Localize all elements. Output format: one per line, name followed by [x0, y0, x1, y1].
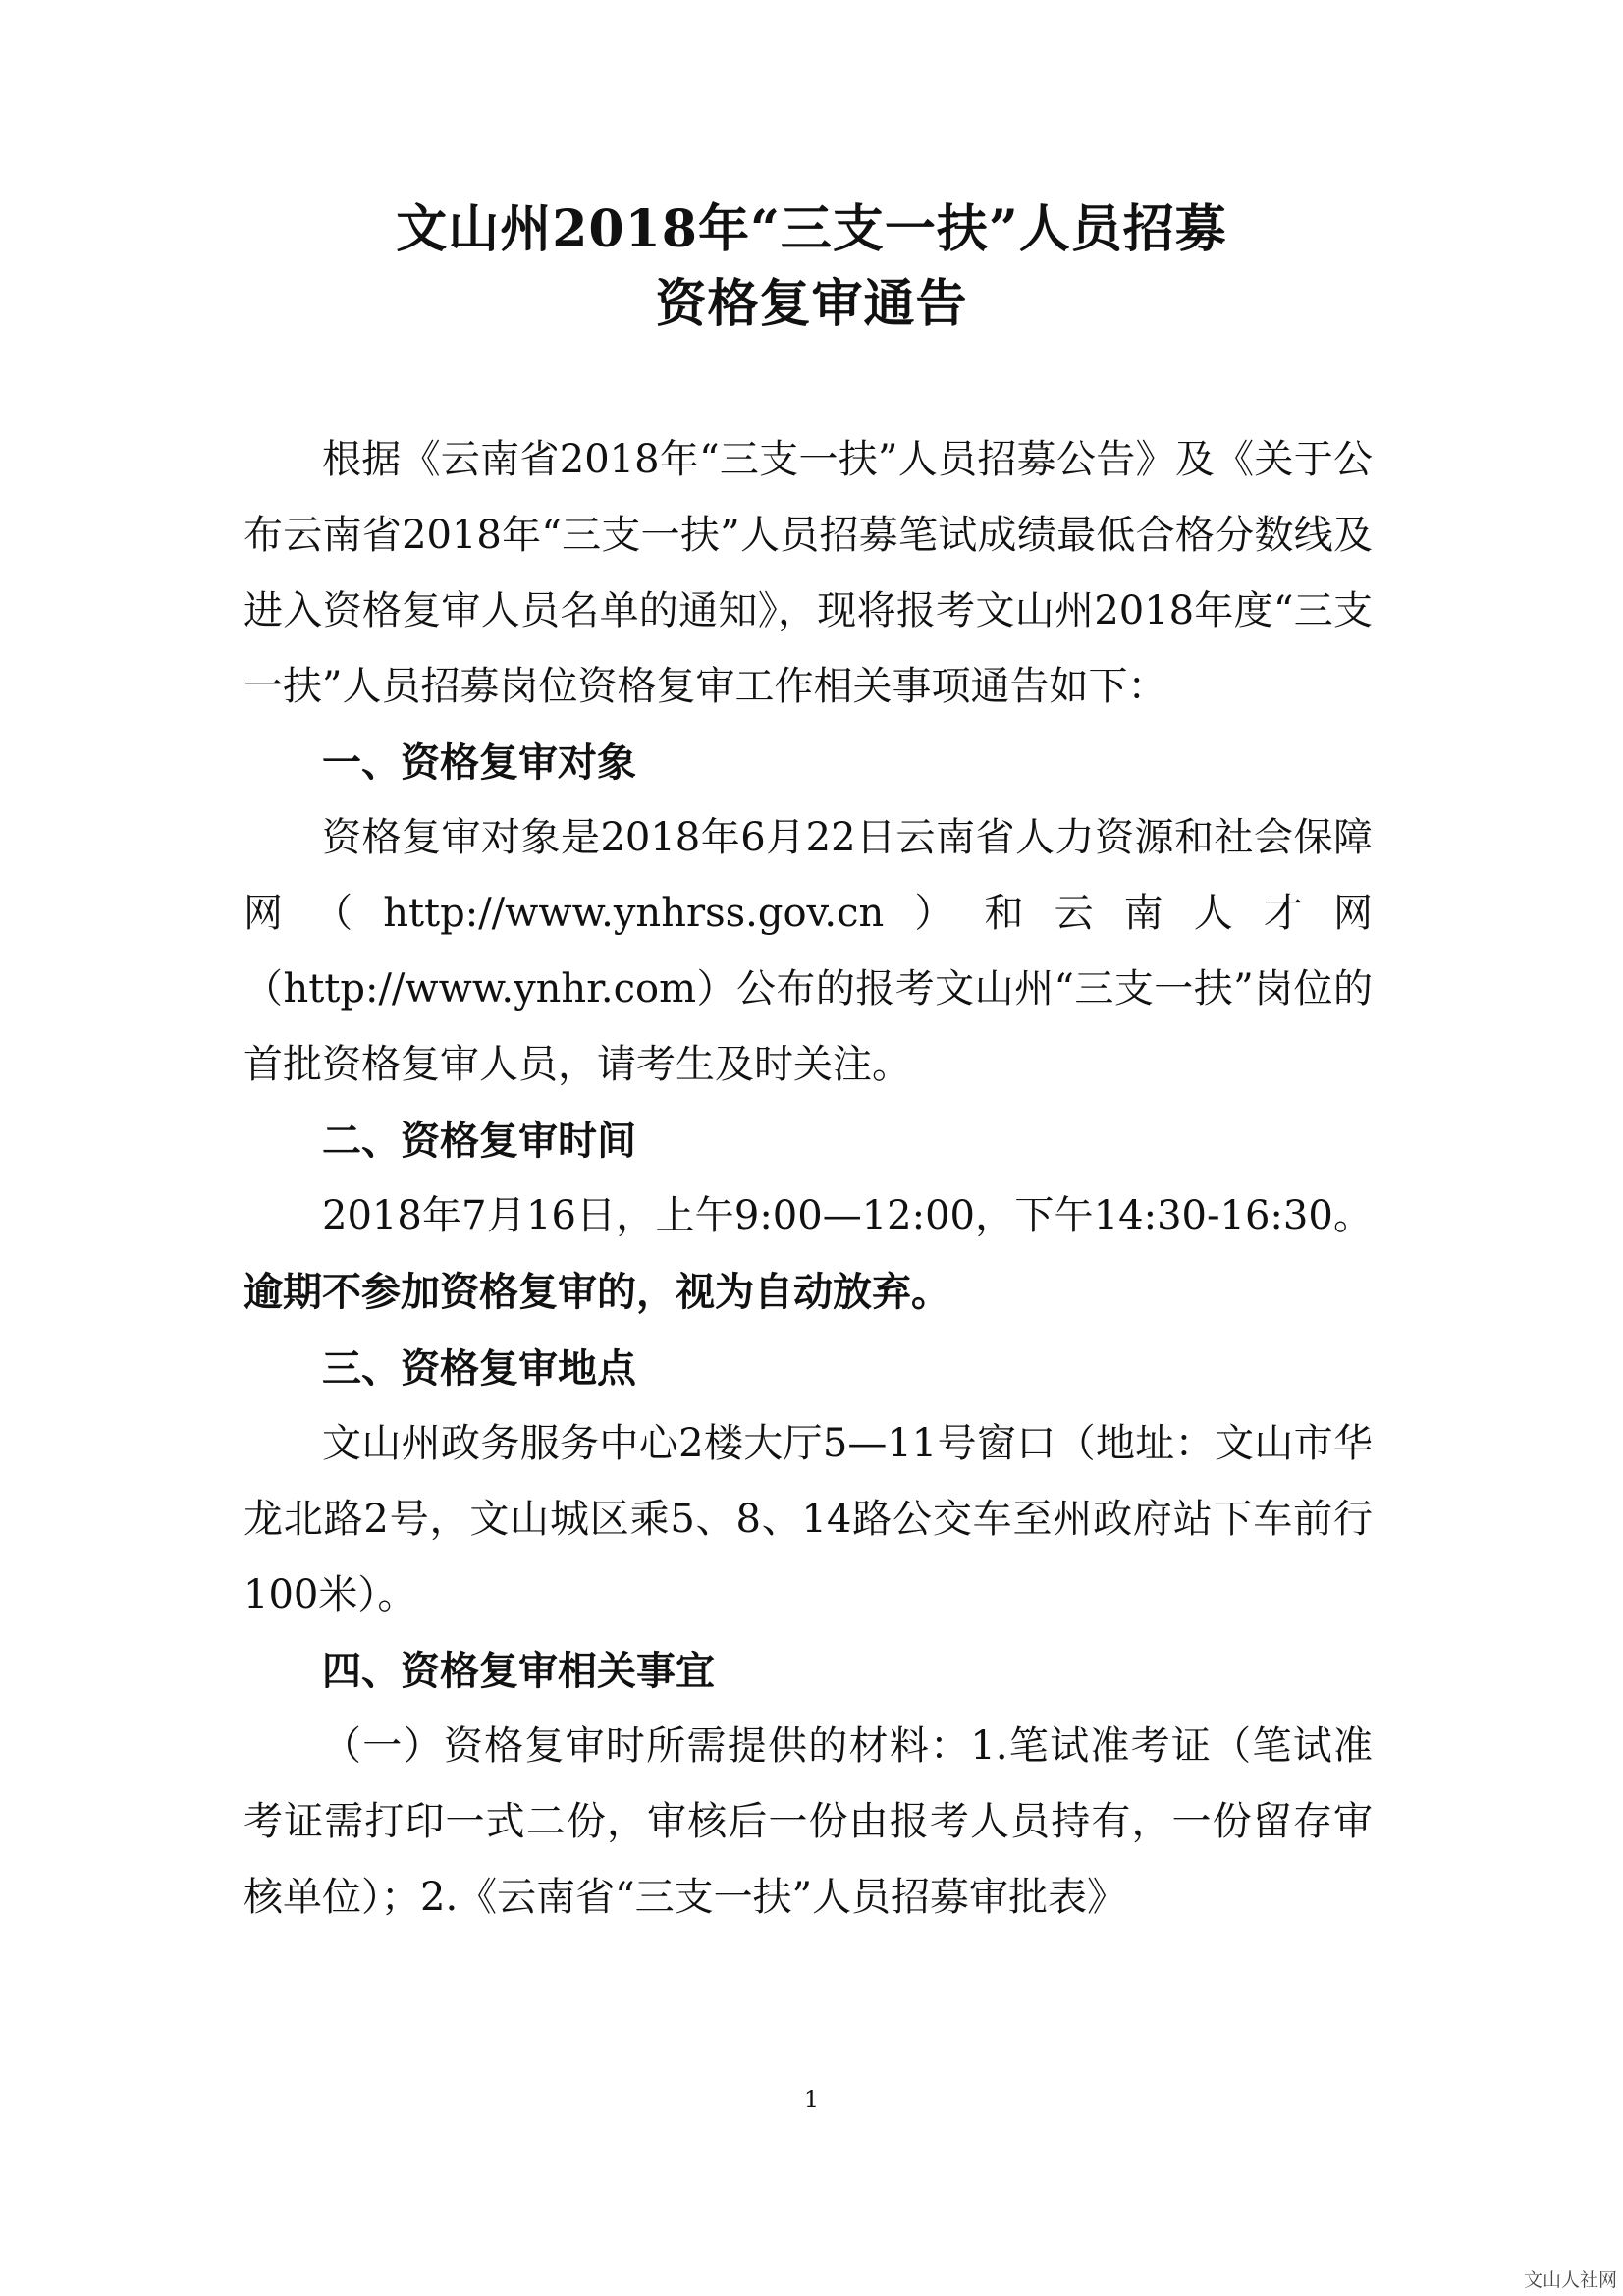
section-heading-2: 二、资格复审时间 [322, 1118, 636, 1164]
section-heading-1: 一、资格复审对象 [322, 739, 636, 786]
section-2-time-text: 2018年7月16日，上午9:00—12:00，下午14:30-16:30。 [322, 1193, 1373, 1238]
section-heading-3: 三、资格复审地点 [322, 1345, 636, 1392]
watermark: 文山人社网 [1523, 2269, 1617, 2291]
section-heading-4: 四、资格复审相关事宜 [322, 1648, 715, 1694]
section-3-paragraph: 文山州政务服务中心2楼大厅5—11号窗口（地址：文山市华龙北路2号，文山城区乘5、8、14路公交车至州政府站下车前行100米）。 [243, 1421, 1373, 1617]
document-title-line-1: 文山州2018年“三支一扶”人员招募 [396, 199, 1227, 259]
intro-paragraph: 根据《云南省2018年“三支一扶”人员招募公告》及《关于公布云南省2018年“三支一扶”人员招募笔试成绩最低合格分数线及进入资格复审人员名单的通知》，现将报考文山州2018年度“三支一扶”人员招募岗位资格复审工作相关事项通告如下： [243, 437, 1373, 709]
document-title-line-2: 资格复审通告 [655, 274, 968, 334]
section-2-time [243, 1178, 1373, 1331]
section-4-paragraph: （一）资格复审时所需提供的材料：1.笔试准考证（笔试准考证需打印一式二份，审核后一份由报考人员持有，一份留存审核单位）；2.《云南省“三支一扶”人员招募审批表》 [243, 1723, 1373, 1920]
page-number: 1 [803, 2086, 820, 2113]
document-body [243, 422, 1373, 1936]
section-2-notice: 逾期不参加资格复审的，视为自动放弃。 [243, 1269, 950, 1315]
section-1-paragraph: 资格复审对象是2018年6月22日云南省人力资源和社会保障网（http://www.ynhrss.gov.cn）和云南人才网（http://www.ynhr.com）公布的报考文山州“三支一扶”岗位的首批资格复审人员，请考生及时关注。 [243, 815, 1373, 1087]
